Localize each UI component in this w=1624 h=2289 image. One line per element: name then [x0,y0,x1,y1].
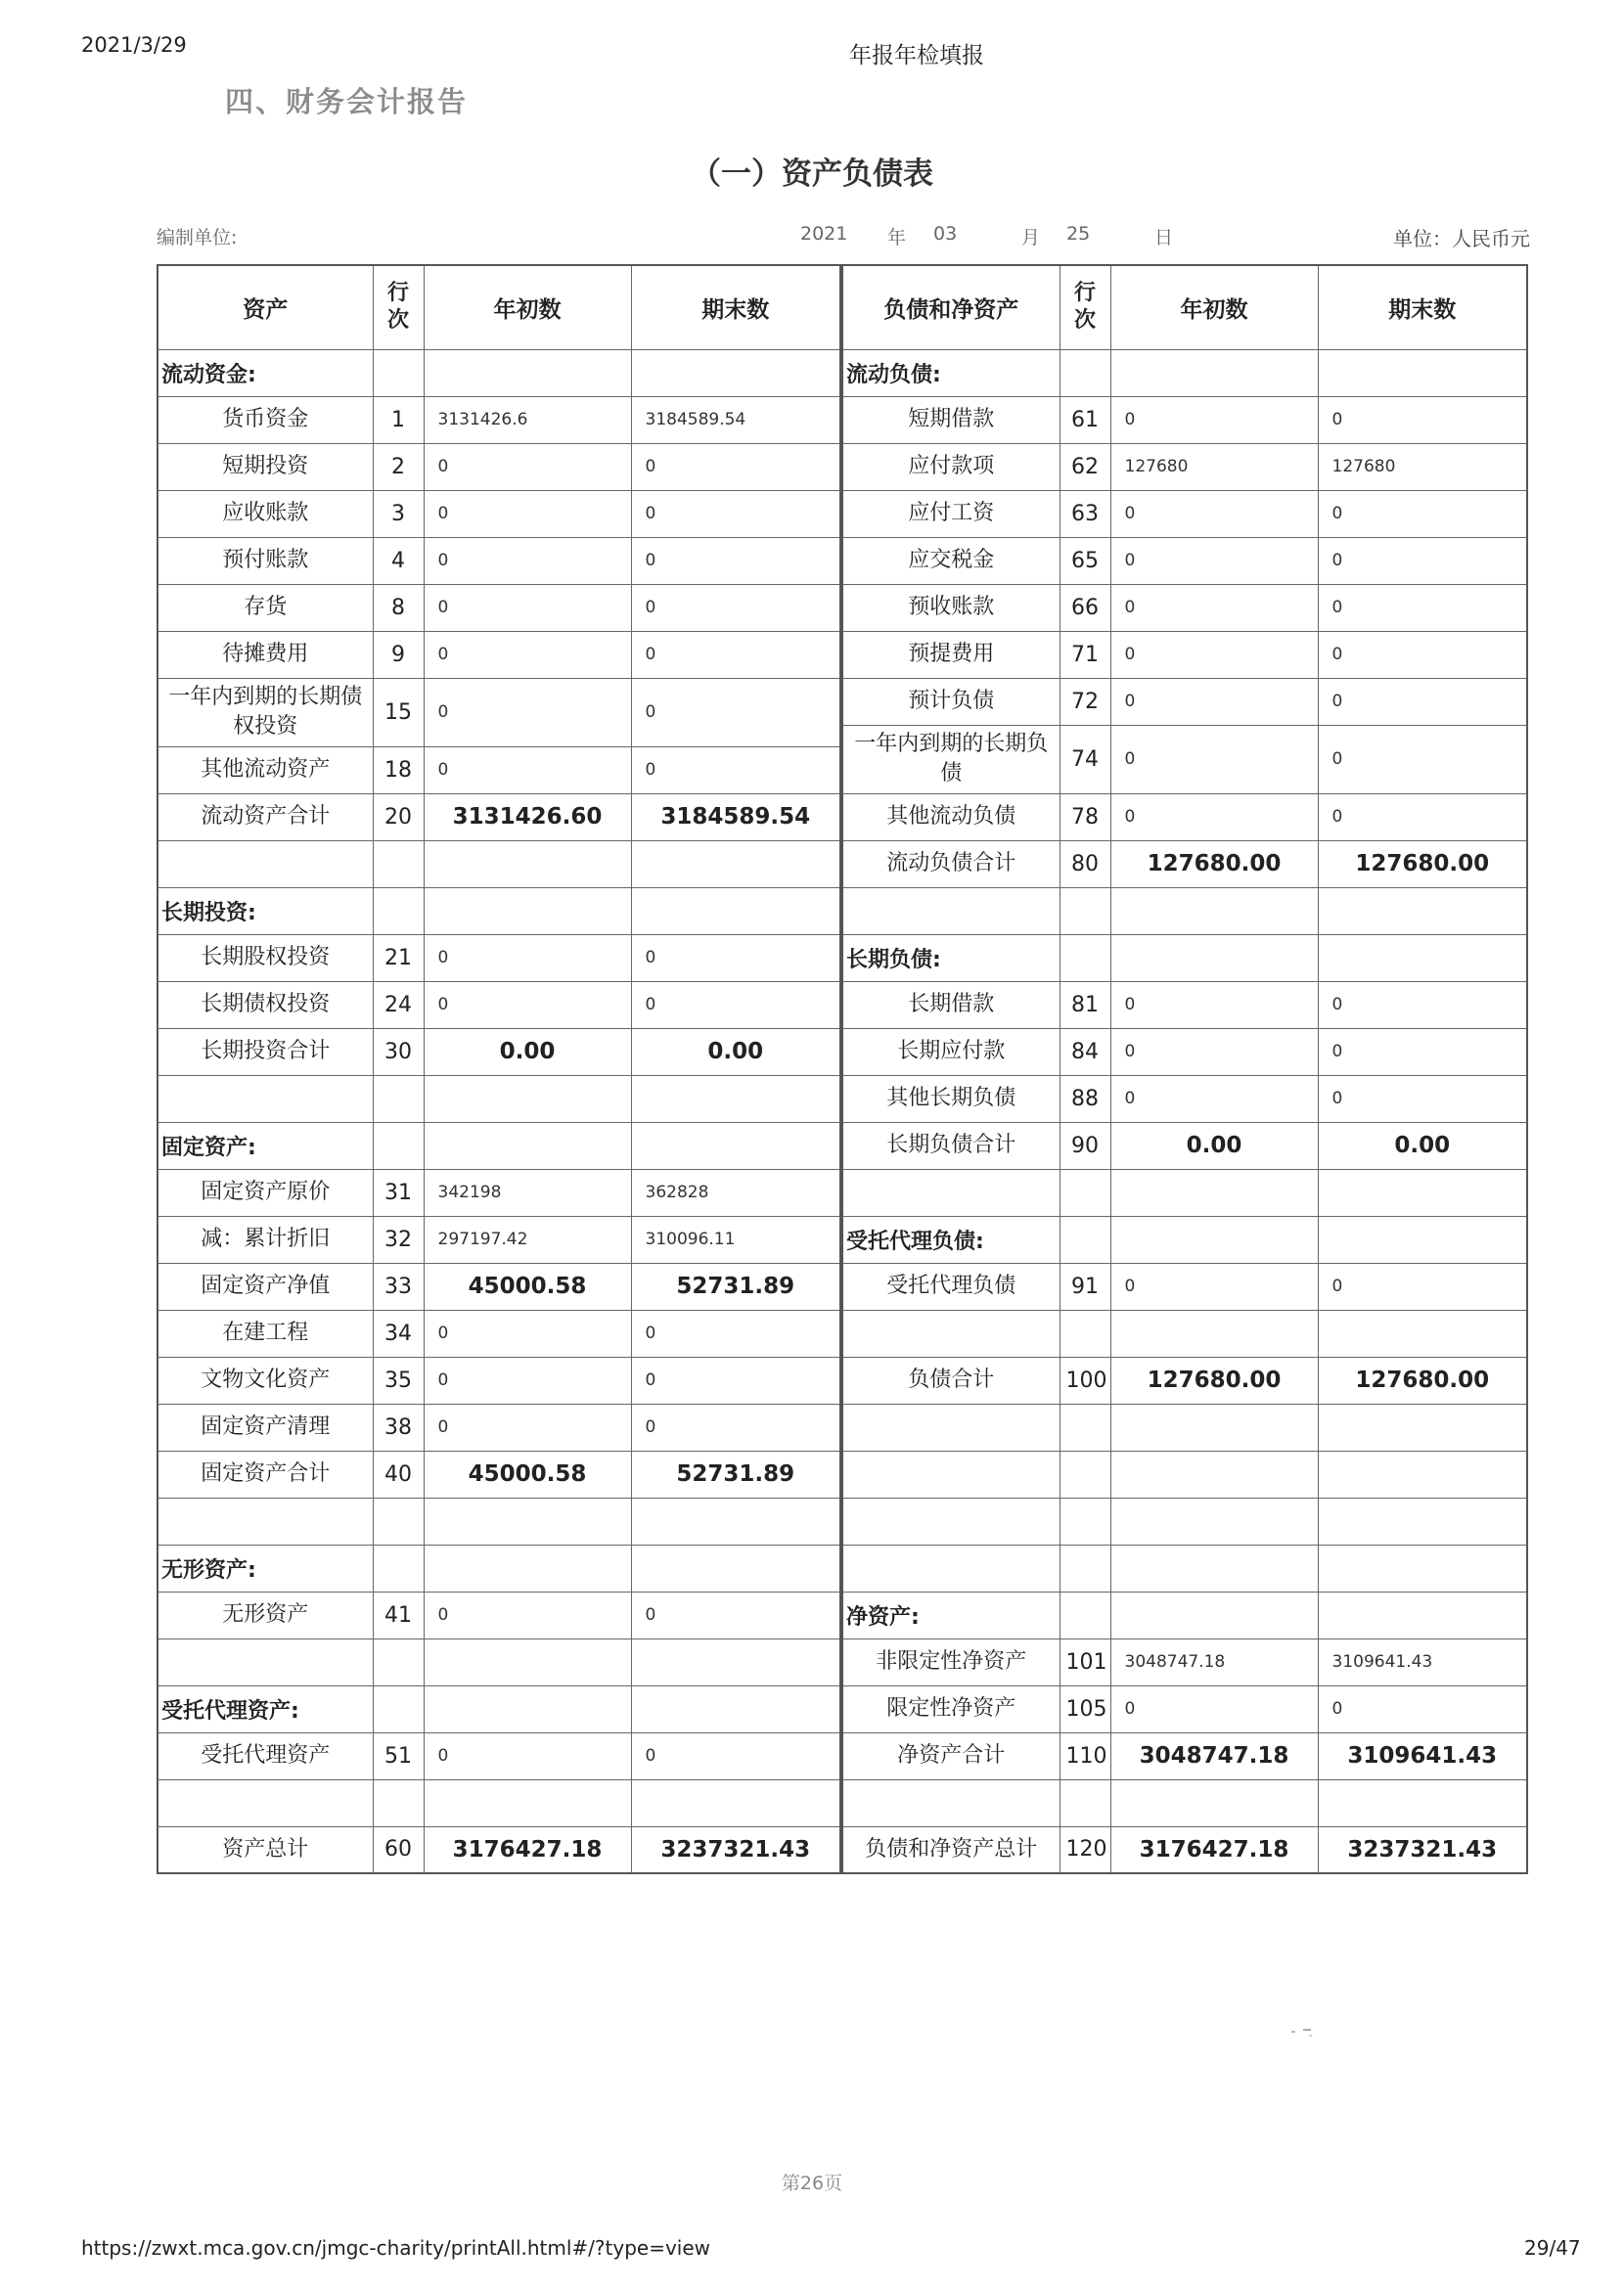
report-day: 25 [1066,223,1091,245]
begin-value: 0 [424,537,631,584]
grand-total-label: 负债和净资产总计 [842,1826,1060,1873]
line-number: 78 [1060,793,1110,840]
line-number: 72 [1060,678,1110,725]
section-label: 无形资产: [158,1545,373,1592]
line-number: 80 [1060,840,1110,887]
subtotal-label: 流动负债合计 [842,840,1060,887]
grand-total-row [842,1826,1527,1873]
end-value: 0 [1318,981,1527,1028]
table-row [842,934,1527,981]
line-number: 20 [373,793,424,840]
table-title: （一）资产负债表 [691,157,933,192]
report-month: 03 [933,223,958,245]
liabilities-begin-header: 年初数 [1110,265,1318,349]
currency-unit: 单位：人民币元 [1393,227,1530,250]
footer-url: https://zwxt.mca.gov.cn/jmgc-charity/printAll.html#/?type=view [81,2236,711,2260]
line-number: 4 [373,537,424,584]
table-row [158,1685,840,1732]
line-item-label: 短期借款 [842,396,1060,443]
table-row [158,443,840,490]
line-number: 30 [373,1028,424,1075]
line-number: 120 [1060,1826,1110,1873]
end-value: 0 [1318,1263,1527,1310]
end-value: 0 [631,443,840,490]
line-item-label: 货币资金 [158,396,373,443]
line-number: 74 [1060,725,1110,793]
line-number: 60 [373,1826,424,1873]
liabilities-header-row [842,265,1527,349]
line-item-label: 长期债权投资 [158,981,373,1028]
table-row [842,396,1527,443]
line-item-label: 预付账款 [158,537,373,584]
line-item-label: 文物文化资产 [158,1357,373,1404]
end-value: 0 [1318,678,1527,725]
section-label: 长期负债: [842,934,1060,981]
end-value: 3109641.43 [1318,1638,1527,1685]
blank-row [842,1451,1527,1498]
line-item-label: 预计负债 [842,678,1060,725]
report-month-unit: 月 [1021,227,1041,248]
line-item-label: 预收账款 [842,584,1060,631]
line-number: 8 [373,584,424,631]
end-value: 0 [1318,725,1527,793]
begin-value: 0 [1110,1685,1318,1732]
section-label: 受托代理负债: [842,1216,1060,1263]
line-number: 35 [373,1357,424,1404]
blank-row [842,1169,1527,1216]
table-row [158,537,840,584]
table-row [842,1638,1527,1685]
line-number: 110 [1060,1732,1110,1779]
end-value: 0 [1318,396,1527,443]
table-row [158,1592,840,1638]
subtotal-label: 净资产合计 [842,1732,1060,1779]
table-row [158,793,840,840]
line-number: 71 [1060,631,1110,678]
table-row [158,1545,840,1592]
table-row [158,1310,840,1357]
grand-total-row [158,1826,840,1873]
table-row [158,349,840,396]
line-number: 65 [1060,537,1110,584]
line-number: 2 [373,443,424,490]
table-row [158,396,840,443]
line-number: 100 [1060,1357,1110,1404]
table-row [842,537,1527,584]
begin-value: 0 [424,746,631,793]
begin-value: 0 [1110,1075,1318,1122]
line-item-label: 一年内到期的长期负债 [842,725,1060,793]
assets-table [157,264,841,1874]
begin-total: 127680.00 [1110,840,1318,887]
begin-value: 0 [424,1357,631,1404]
subtotal-label: 长期负债合计 [842,1122,1060,1169]
footer-page-count: 29/47 [1524,2236,1581,2260]
subtotal-label: 流动资产合计 [158,793,373,840]
page-number: 第26页 [781,2173,843,2194]
begin-value: 0 [424,1592,631,1638]
end-value: 0 [631,934,840,981]
begin-value: 342198 [424,1169,631,1216]
liabilities-end-header: 期末数 [1318,265,1527,349]
begin-value: 0 [424,981,631,1028]
end-value: 0 [1318,1685,1527,1732]
end-value: 0 [631,1310,840,1357]
table-row [158,1404,840,1451]
begin-value: 0 [1110,1028,1318,1075]
end-total: 0.00 [1318,1122,1527,1169]
begin-value: 3131426.6 [424,396,631,443]
begin-total: 3131426.60 [424,793,631,840]
report-day-unit: 日 [1154,227,1174,248]
print-page-title: 年报年检填报 [849,43,984,68]
end-total: 52731.89 [631,1263,840,1310]
table-row [158,1357,840,1404]
report-year: 2021 [800,223,848,245]
blank-row [158,1498,840,1545]
table-row [842,981,1527,1028]
assets-header-row [158,265,840,349]
section-label: 固定资产: [158,1122,373,1169]
line-item-label: 预提费用 [842,631,1060,678]
line-number: 84 [1060,1028,1110,1075]
line-item-label: 应付款项 [842,443,1060,490]
end-value: 0 [631,1404,840,1451]
liabilities-item-header: 负债和净资产 [842,265,1060,349]
liabilities-line-header-text: 行 次 [1073,281,1096,334]
begin-value: 0 [424,584,631,631]
table-row [842,1357,1527,1404]
line-number: 63 [1060,490,1110,537]
begin-value: 0 [424,631,631,678]
line-number: 24 [373,981,424,1028]
end-total: 127680.00 [1318,1357,1527,1404]
begin-total: 3176427.18 [1110,1826,1318,1873]
section-label: 净资产: [842,1592,1060,1638]
line-item-label: 待摊费用 [158,631,373,678]
begin-value: 0 [1110,1263,1318,1310]
begin-value: 297197.42 [424,1216,631,1263]
reporting-unit-label: 编制单位: [157,227,238,248]
section-label: 长期投资: [158,887,373,934]
line-item-label: 其他长期负债 [842,1075,1060,1122]
blank-row [842,1498,1527,1545]
line-item-label: 限定性净资产 [842,1685,1060,1732]
blank-row [158,1075,840,1122]
line-number: 62 [1060,443,1110,490]
line-number: 9 [373,631,424,678]
table-row [158,490,840,537]
line-number: 33 [373,1263,424,1310]
line-item-label: 其他流动负债 [842,793,1060,840]
line-number: 41 [373,1592,424,1638]
begin-total: 0.00 [1110,1122,1318,1169]
end-total: 127680.00 [1318,840,1527,887]
line-number: 18 [373,746,424,793]
assets-end-header: 期末数 [631,265,840,349]
begin-total: 45000.58 [424,1263,631,1310]
begin-value: 0 [424,490,631,537]
table-row [158,678,840,746]
line-number: 81 [1060,981,1110,1028]
grand-total-label: 资产总计 [158,1826,373,1873]
line-item-label: 减：累计折旧 [158,1216,373,1263]
blank-row [158,840,840,887]
end-value: 0 [631,1357,840,1404]
end-value: 0 [631,1732,840,1779]
print-date: 2021/3/29 [81,33,187,57]
begin-value: 0 [424,1404,631,1451]
line-number: 88 [1060,1075,1110,1122]
line-number: 91 [1060,1263,1110,1310]
table-row [842,1075,1527,1122]
assets-begin-header: 年初数 [424,265,631,349]
table-row [158,1169,840,1216]
end-value: 362828 [631,1169,840,1216]
end-value: 0 [1318,1075,1527,1122]
blank-row [842,1779,1527,1826]
table-row [842,1216,1527,1263]
table-row [158,1451,840,1498]
table-row [842,1732,1527,1779]
end-value: 0 [631,678,840,746]
line-item-label: 在建工程 [158,1310,373,1357]
end-value: 0 [1318,1028,1527,1075]
line-number: 90 [1060,1122,1110,1169]
subtotal-label: 固定资产合计 [158,1451,373,1498]
end-total: 3184589.54 [631,793,840,840]
end-total: 3237321.43 [631,1826,840,1873]
line-item-label: 应付工资 [842,490,1060,537]
end-total: 52731.89 [631,1451,840,1498]
end-total: 3109641.43 [1318,1732,1527,1779]
line-number: 3 [373,490,424,537]
line-number: 1 [373,396,424,443]
table-row [158,887,840,934]
table-row [842,793,1527,840]
subtotal-label: 长期投资合计 [158,1028,373,1075]
line-item-label: 应收账款 [158,490,373,537]
table-row [842,443,1527,490]
begin-value: 0 [424,678,631,746]
end-value: 0 [1318,537,1527,584]
begin-value: 127680 [1110,443,1318,490]
line-number: 40 [373,1451,424,1498]
section-label: 流动资金: [158,349,373,396]
section-label: 受托代理资产: [158,1685,373,1732]
end-value: 0 [631,584,840,631]
line-number: 31 [373,1169,424,1216]
line-item-label: 长期股权投资 [158,934,373,981]
begin-value: 0 [424,443,631,490]
report-year-unit: 年 [887,227,907,248]
table-row [842,678,1527,725]
end-total: 3237321.43 [1318,1826,1527,1873]
blank-row [158,1779,840,1826]
line-item-label: 固定资产清理 [158,1404,373,1451]
line-number: 34 [373,1310,424,1357]
table-row [842,1592,1527,1638]
line-item-label: 长期应付款 [842,1028,1060,1075]
end-value: 0 [1318,490,1527,537]
line-item-label: 一年内到期的长期债权投资 [158,678,373,746]
line-item-label: 应交税金 [842,537,1060,584]
line-item-label: 非限定性净资产 [842,1638,1060,1685]
begin-value: 0 [1110,631,1318,678]
begin-total: 127680.00 [1110,1357,1318,1404]
begin-value: 0 [1110,678,1318,725]
table-row [158,934,840,981]
end-value: 0 [1318,584,1527,631]
begin-value: 0 [1110,584,1318,631]
liabilities-table [841,264,1528,1874]
subtotal-label: 负债合计 [842,1357,1060,1404]
end-value: 3184589.54 [631,396,840,443]
begin-value: 0 [1110,793,1318,840]
end-value: 127680 [1318,443,1527,490]
table-row [842,584,1527,631]
table-row [158,584,840,631]
begin-value: 3048747.18 [1110,1638,1318,1685]
end-total: 0.00 [631,1028,840,1075]
table-row [842,490,1527,537]
line-number: 105 [1060,1685,1110,1732]
table-row [158,981,840,1028]
blank-row [842,1545,1527,1592]
begin-value: 0 [424,934,631,981]
end-value: 0 [631,981,840,1028]
blank-row [842,1310,1527,1357]
line-item-label: 长期借款 [842,981,1060,1028]
table-row [842,349,1527,396]
table-row [158,631,840,678]
subtotal-label: 固定资产净值 [158,1263,373,1310]
table-row [842,631,1527,678]
begin-value: 0 [1110,725,1318,793]
end-value: 0 [1318,631,1527,678]
line-item-label: 其他流动资产 [158,746,373,793]
table-row [842,1263,1527,1310]
end-value: 0 [631,746,840,793]
line-number: 101 [1060,1638,1110,1685]
section-label: 流动负债: [842,349,1060,396]
line-number: 15 [373,678,424,746]
begin-total: 3176427.18 [424,1826,631,1873]
begin-value: 0 [1110,537,1318,584]
begin-total: 45000.58 [424,1451,631,1498]
begin-value: 0 [1110,981,1318,1028]
end-value: 310096.11 [631,1216,840,1263]
assets-line-header-text: 行 次 [386,281,409,334]
begin-value: 0 [1110,396,1318,443]
table-row [842,1685,1527,1732]
table-row [158,1263,840,1310]
line-number: 38 [373,1404,424,1451]
end-value: 0 [1318,793,1527,840]
end-value: 0 [631,1592,840,1638]
line-item-label: 存货 [158,584,373,631]
end-value: 0 [631,631,840,678]
end-value: 0 [631,490,840,537]
table-row [842,1122,1527,1169]
begin-value: 0 [424,1732,631,1779]
table-row [158,1732,840,1779]
begin-total: 0.00 [424,1028,631,1075]
assets-item-header: 资产 [158,265,373,349]
line-number: 32 [373,1216,424,1263]
table-row [158,1028,840,1075]
table-row [842,840,1527,887]
line-item-label: 受托代理资产 [158,1732,373,1779]
assets-line-header [373,265,424,349]
table-row [842,1028,1527,1075]
end-value: 0 [631,537,840,584]
line-number: 51 [373,1732,424,1779]
blank-row [158,1638,840,1685]
line-item-label: 短期投资 [158,443,373,490]
table-row [158,1122,840,1169]
begin-value: 0 [1110,490,1318,537]
scan-speck [1289,2025,1325,2042]
blank-row [842,887,1527,934]
liabilities-line-header [1060,265,1110,349]
table-row [158,1216,840,1263]
begin-value: 0 [424,1310,631,1357]
section-heading: 四、财务会计报告 [225,85,469,118]
line-item-label: 固定资产原价 [158,1169,373,1216]
blank-row [842,1404,1527,1451]
line-number: 61 [1060,396,1110,443]
table-row [158,746,840,793]
begin-total: 3048747.18 [1110,1732,1318,1779]
table-row [842,725,1527,793]
line-item-label: 无形资产 [158,1592,373,1638]
line-number: 21 [373,934,424,981]
line-item-label: 受托代理负债 [842,1263,1060,1310]
line-number: 66 [1060,584,1110,631]
